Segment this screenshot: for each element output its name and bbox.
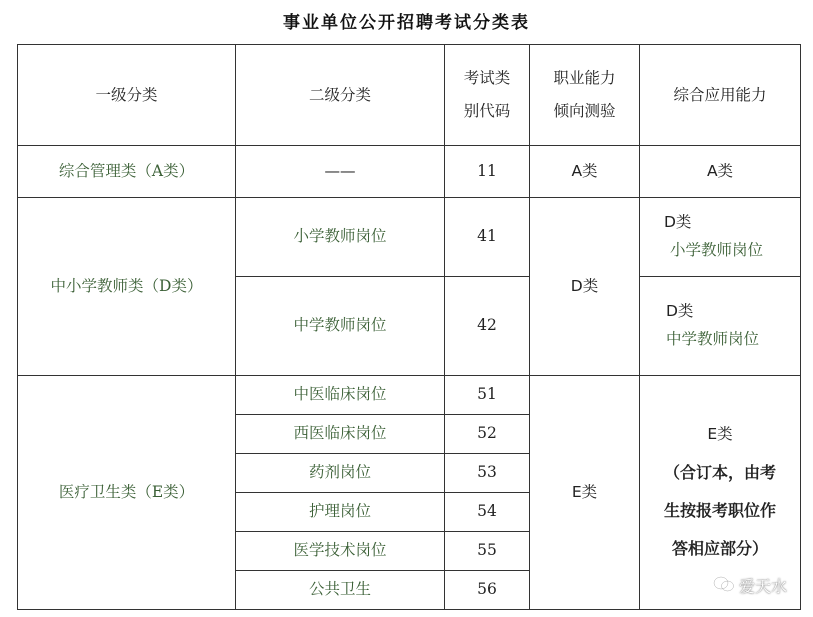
header-applied <box>639 44 801 146</box>
teacher-row-2-code-text: 42 <box>477 316 497 335</box>
teacher-row-2-applied-post: 中学教师岗位 <box>666 330 760 348</box>
watermark-text: 爱天水 <box>738 577 787 596</box>
medical-row-1-level2-text: 中医临床岗位 <box>293 385 387 404</box>
header-code <box>444 44 530 146</box>
medical-applied-note-1: （合订本，由考 <box>663 462 776 482</box>
teacher-row-2-code <box>444 276 530 376</box>
medical-level1-text: 医疗卫生类（E类） <box>58 482 195 501</box>
teacher-row-1-level2 <box>235 197 445 277</box>
teacher-row-1-applied-post: 小学教师岗位 <box>670 241 764 259</box>
teacher-row-1-code-text: 41 <box>477 227 497 246</box>
teacher-row-2-level2 <box>235 276 445 376</box>
medical-row-6-code-text: 56 <box>477 580 497 599</box>
medical-row-2-level2 <box>235 414 445 454</box>
medical-applied-class: E类 <box>707 425 733 444</box>
header-aptitude-line1: 职业能力 <box>553 69 616 88</box>
teacher-row-2-applied-class: D类 <box>666 302 694 321</box>
admin-applied <box>639 145 801 198</box>
teacher-row-1-code <box>444 197 530 277</box>
medical-row-3-level2 <box>235 453 445 493</box>
admin-applied-text: A类 <box>706 161 734 180</box>
header-code-line1: 考试类 <box>463 69 511 88</box>
teacher-row-1-applied-class: D类 <box>664 213 692 232</box>
teacher-row-1-level2-text: 小学教师岗位 <box>293 227 387 246</box>
admin-level1 <box>17 145 236 198</box>
medical-row-5-code <box>444 531 530 571</box>
medical-row-1-code-text: 51 <box>477 385 497 404</box>
admin-code <box>444 145 530 198</box>
medical-row-4-level2 <box>235 492 445 532</box>
medical-row-4-level2-text: 护理岗位 <box>308 502 371 521</box>
teacher-row-1-applied <box>639 197 801 277</box>
admin-code-text: 11 <box>477 161 497 180</box>
medical-applied-note-2: 生按报考职位作 <box>663 500 776 520</box>
admin-level1-text: 综合管理类（A类） <box>58 161 195 180</box>
admin-level2 <box>235 145 445 198</box>
medical-row-5-level2 <box>235 531 445 571</box>
teacher-level1-text: 中小学教师类（D类） <box>50 276 203 295</box>
header-level2-text: 二级分类 <box>308 85 371 104</box>
medical-row-5-level2-text: 医学技术岗位 <box>293 541 387 560</box>
header-applied-text: 综合应用能力 <box>673 85 767 104</box>
teacher-row-2-applied <box>639 276 801 376</box>
watermark <box>713 574 787 597</box>
medical-row-3-code-text: 53 <box>477 463 497 482</box>
medical-row-6-code <box>444 570 530 610</box>
medical-applied-note-3: 答相应部分） <box>671 539 768 559</box>
table-title: 事业单位公开招聘考试分类表 <box>283 13 530 33</box>
wechat-icon <box>713 575 735 597</box>
medical-row-5-code-text: 55 <box>477 541 497 560</box>
header-level1 <box>17 44 236 146</box>
admin-aptitude <box>529 145 640 198</box>
header-aptitude <box>529 44 640 146</box>
medical-aptitude <box>529 375 640 610</box>
medical-row-6-level2 <box>235 570 445 610</box>
medical-row-6-level2-text: 公共卫生 <box>308 580 371 599</box>
medical-row-1-level2 <box>235 375 445 415</box>
medical-row-2-code <box>444 414 530 454</box>
admin-aptitude-text: A类 <box>571 161 598 180</box>
medical-aptitude-text: E类 <box>571 482 598 501</box>
medical-row-2-code-text: 52 <box>477 424 497 443</box>
teacher-level1 <box>17 197 236 376</box>
medical-row-2-level2-text: 西医临床岗位 <box>293 424 387 443</box>
medical-level1 <box>17 375 236 610</box>
teacher-aptitude-text: D类 <box>570 276 599 295</box>
header-level2 <box>235 44 445 146</box>
medical-row-3-level2-text: 药剂岗位 <box>308 463 371 482</box>
header-code-line2: 别代码 <box>463 102 511 120</box>
medical-row-3-code <box>444 453 530 493</box>
teacher-row-2-level2-text: 中学教师岗位 <box>293 316 387 335</box>
teacher-aptitude <box>529 197 640 376</box>
medical-row-4-code <box>444 492 530 532</box>
medical-row-4-code-text: 54 <box>477 502 497 521</box>
medical-row-1-code <box>444 375 530 415</box>
header-level1-text: 一级分类 <box>95 85 158 104</box>
admin-level2-text: —— <box>324 161 356 180</box>
header-aptitude-line2: 倾向测验 <box>553 102 616 120</box>
